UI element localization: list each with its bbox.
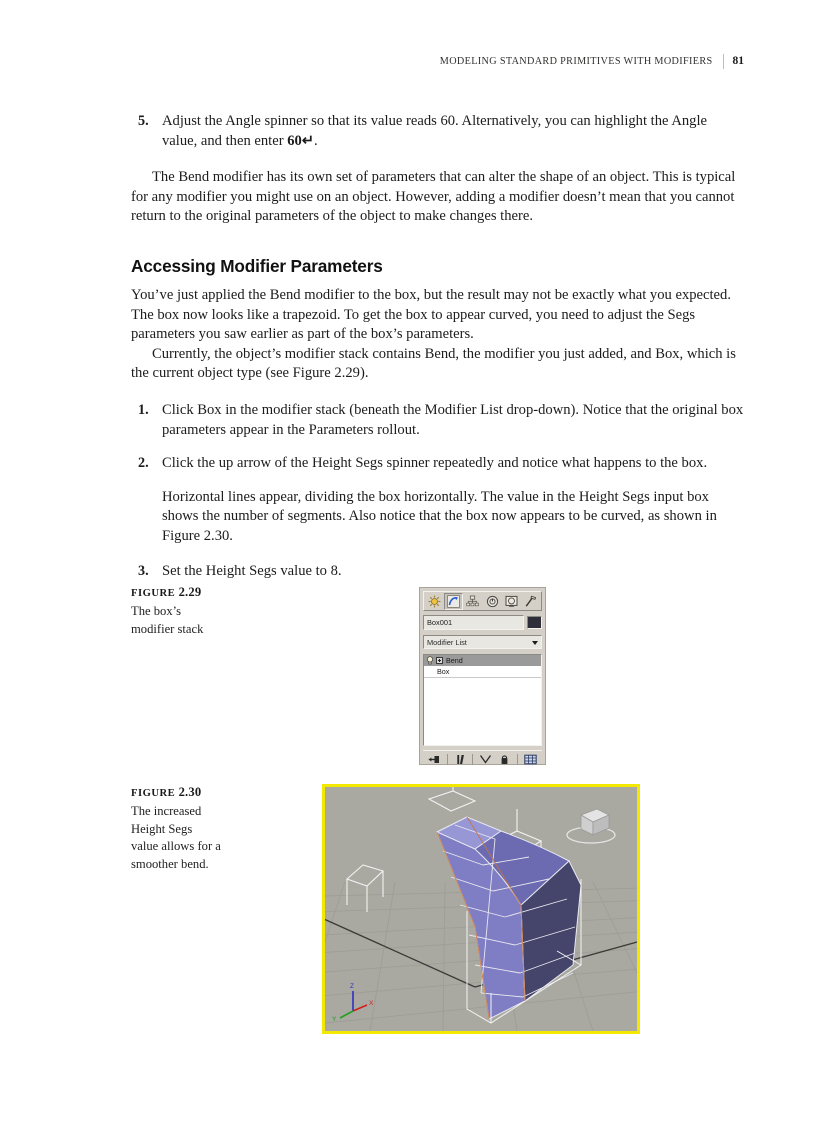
hierarchy-icon bbox=[466, 595, 479, 608]
step-list-top bbox=[131, 112, 745, 151]
figure-caption-line: smoother bend. bbox=[131, 856, 209, 871]
remove-modifier-icon[interactable] bbox=[497, 753, 512, 767]
create-tab[interactable] bbox=[425, 593, 444, 610]
show-end-result-icon[interactable] bbox=[453, 753, 468, 767]
figure-label-word: FIGURE bbox=[131, 588, 176, 599]
command-panel-tab-bar bbox=[423, 591, 542, 611]
step-number: 1. bbox=[138, 401, 149, 418]
utilities-tab[interactable] bbox=[521, 593, 540, 610]
object-name-row bbox=[423, 615, 542, 630]
running-head-title: MODELING STANDARD PRIMITIVES WITH MODIFIERS bbox=[439, 55, 713, 67]
list-item bbox=[131, 401, 745, 440]
object-name-input[interactable]: Box001 bbox=[423, 615, 524, 630]
step-text: Click the up arrow of the Height Segs spinner repeatedly and notice what happens to the box. bbox=[162, 455, 708, 472]
step-list-bottom bbox=[131, 401, 745, 474]
step-continuation-paragraph: Horizontal lines appear, dividing the box horizontally. The value in the Height Segs input box shows the number of segments. Also notice that the box now appears to be curved, as shown in Figure 2.30. bbox=[162, 488, 717, 544]
figure-label-number: 2.29 bbox=[178, 585, 202, 599]
step-text-before: Adjust the Angle spinner so that its value reads 60. Alternatively, you can highlight the Angle value, and then enter bbox=[162, 113, 708, 149]
hierarchy-tab[interactable] bbox=[463, 593, 482, 610]
chevron-down-icon bbox=[532, 641, 538, 645]
figure-caption-line: The increased bbox=[131, 804, 202, 818]
modifier-stack-list[interactable] bbox=[423, 654, 542, 746]
step-text-after: . bbox=[314, 132, 318, 149]
monitor-icon bbox=[505, 595, 518, 608]
modifier-stack-toolbar bbox=[423, 750, 542, 768]
step-text: Click Box in the modifier stack (beneath the Modifier List drop-down). Notice that the original box parameters appear in the Parameters rollout. bbox=[162, 401, 744, 438]
figure-caption-line: Height Segs bbox=[131, 821, 193, 836]
modifier-stack-item-label: Bend bbox=[446, 656, 463, 665]
axis-label-y: Y bbox=[332, 1016, 337, 1023]
modify-tab[interactable] bbox=[444, 593, 463, 610]
toolbar-divider bbox=[447, 754, 448, 765]
list-item bbox=[131, 112, 745, 151]
paragraph-bend-modifier: The Bend modifier has its own set of parameters that can alter the shape of an object. This is typical for any modifier you might use on an object. However, adding a modifier doesn’t mean that you cannot return to the original parameters of the object to make changes there. bbox=[131, 169, 736, 225]
figure-caption-line: modifier stack bbox=[131, 621, 204, 636]
step-number: 3. bbox=[138, 562, 149, 579]
arc-icon bbox=[447, 595, 460, 608]
figure-2-30-caption bbox=[131, 785, 306, 873]
lightbulb-icon[interactable] bbox=[426, 656, 434, 665]
section-heading: Accessing Modifier Parameters bbox=[131, 255, 383, 276]
step-number: 5. bbox=[138, 113, 149, 129]
make-unique-icon[interactable] bbox=[478, 753, 493, 767]
figure-label-number: 2.30 bbox=[178, 785, 202, 799]
axis-label-x: X bbox=[369, 1000, 374, 1007]
page-number: 81 bbox=[732, 55, 744, 67]
object-color-swatch[interactable] bbox=[527, 616, 542, 629]
paragraph-modifier-stack: Currently, the object’s modifier stack contains Bend, the modifier you just added, and Box, which is the current object type (see Figure 2.29). bbox=[131, 345, 736, 382]
figure-label-word: FIGURE bbox=[131, 788, 176, 799]
toolbar-divider bbox=[517, 754, 518, 765]
viewport-figure bbox=[322, 784, 640, 1034]
step-text: Set the Height Segs value to 8. bbox=[162, 562, 342, 579]
keyboard-entry: 60↵ bbox=[287, 132, 315, 149]
expand-plus-icon[interactable] bbox=[436, 657, 443, 664]
figure-caption-line: The box’s bbox=[131, 604, 182, 618]
display-tab[interactable] bbox=[502, 593, 521, 610]
running-head bbox=[440, 52, 744, 70]
figure-label bbox=[131, 585, 306, 600]
axis-label-z: Z bbox=[350, 983, 354, 990]
viewport-canvas bbox=[325, 787, 637, 1031]
modifier-stack-item-label: Box bbox=[437, 667, 450, 676]
figure-caption-line: value allows for a bbox=[131, 839, 221, 854]
command-panel bbox=[419, 587, 546, 765]
motion-tab[interactable] bbox=[483, 593, 502, 610]
pin-stack-icon[interactable] bbox=[427, 753, 442, 767]
step-number: 2. bbox=[138, 455, 149, 472]
sun-icon bbox=[428, 595, 441, 608]
step-list-final bbox=[131, 562, 745, 582]
hammer-icon bbox=[524, 595, 537, 608]
list-item bbox=[131, 454, 745, 474]
modifier-list-label: Modifier List bbox=[427, 637, 467, 647]
list-item bbox=[131, 562, 745, 582]
page-content bbox=[131, 112, 745, 581]
modifier-list-dropdown[interactable] bbox=[423, 635, 542, 649]
figure-label bbox=[131, 785, 306, 800]
modifier-stack-item-bend[interactable] bbox=[424, 655, 541, 666]
configure-modifier-sets-icon[interactable] bbox=[523, 753, 538, 767]
modifier-stack-item-box[interactable] bbox=[424, 666, 541, 678]
toolbar-divider bbox=[472, 754, 473, 765]
clock-icon bbox=[486, 595, 499, 608]
running-head-divider bbox=[723, 54, 724, 69]
paragraph-applied-bend: You’ve just applied the Bend modifier to the box, but the result may not be exactly what you expected. The box now looks like a trapezoid. To get the box to appear curved, you need to adjust the Segs parameters you saw earlier as part of the box’s parameters. bbox=[131, 286, 731, 343]
figure-2-29-caption bbox=[131, 585, 306, 638]
